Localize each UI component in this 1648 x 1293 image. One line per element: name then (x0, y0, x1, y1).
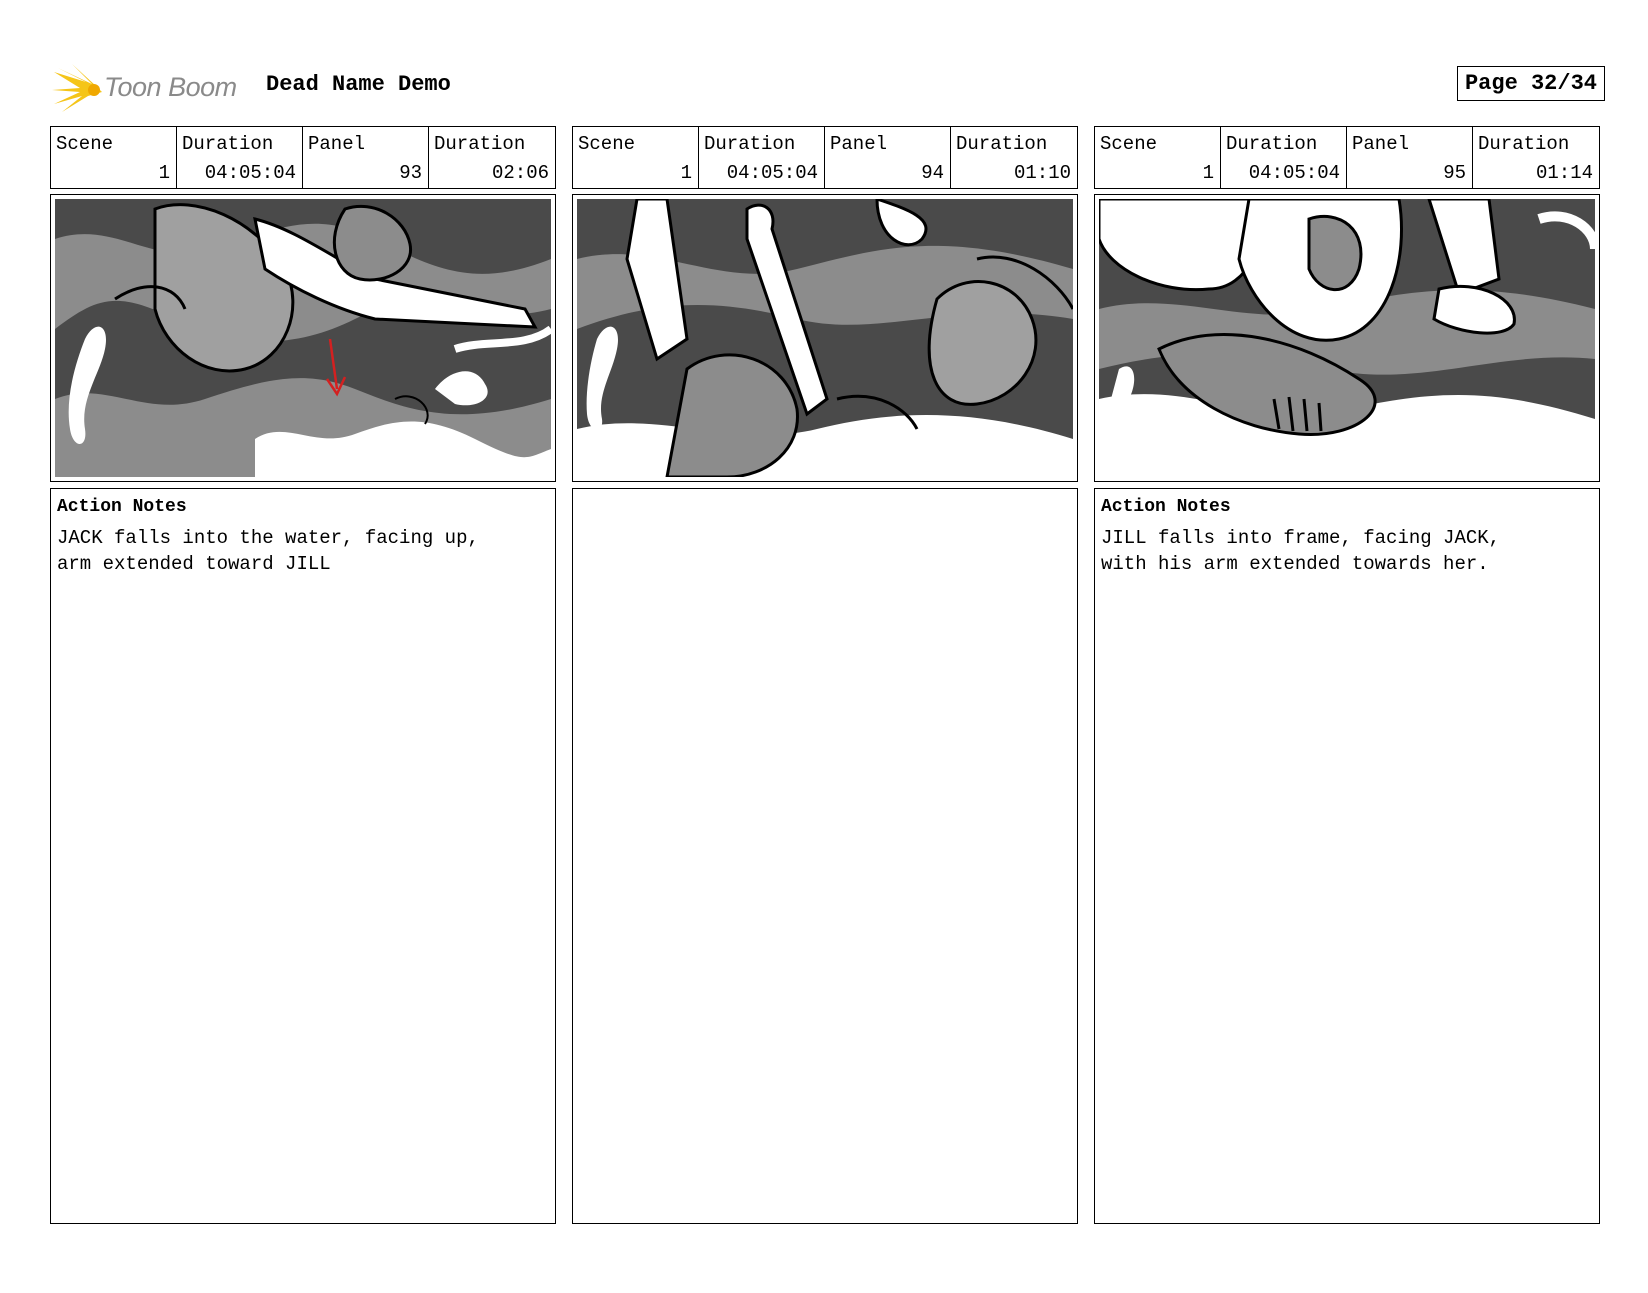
storyboard-panel-2 (572, 126, 1078, 1224)
panel-value: 94 (921, 162, 944, 184)
scene-duration-value: 04:05:04 (1248, 162, 1340, 184)
panel-info-table (1094, 126, 1600, 189)
panel-info-table (50, 126, 556, 189)
sketch-jill-falling (1099, 199, 1595, 477)
panel-cell (303, 127, 429, 188)
panel-duration-cell (951, 127, 1077, 188)
action-notes-text: JACK falls into the water, facing up, arm extended toward JILL (57, 527, 479, 575)
scene-duration-cell (1221, 127, 1347, 188)
storyboard-panel-1 (50, 126, 556, 1224)
panel-info-table (572, 126, 1078, 189)
scene-duration-value: 04:05:04 (204, 162, 296, 184)
document-title: Dead Name Demo (266, 72, 451, 97)
panel-image (572, 194, 1078, 482)
panel-duration-cell (429, 127, 555, 188)
logo-text: Toon Boom (104, 72, 237, 102)
storyboard-panel-3 (1094, 126, 1600, 1224)
action-notes-title: Action Notes (57, 497, 187, 517)
scene-cell (51, 127, 177, 188)
action-notes-title: Action Notes (1101, 497, 1231, 517)
panel-label: Panel (308, 133, 366, 155)
action-notes-box (50, 488, 556, 1224)
panel-label: Panel (830, 133, 888, 155)
scene-value: 1 (680, 162, 692, 184)
panel-duration-value: 01:10 (1013, 162, 1071, 184)
starburst-icon (52, 62, 104, 114)
action-notes-box (572, 488, 1078, 1224)
action-notes-text: JILL falls into frame, facing JACK, with his arm extended towards her. (1101, 527, 1501, 575)
scene-cell (1095, 127, 1221, 188)
scene-duration-cell (177, 127, 303, 188)
panel-duration-value: 02:06 (491, 162, 549, 184)
scene-duration-label: Duration (1226, 133, 1318, 155)
scene-value: 1 (158, 162, 170, 184)
panel-duration-label: Duration (1478, 133, 1570, 155)
panel-cell (825, 127, 951, 188)
scene-duration-label: Duration (704, 133, 796, 155)
toon-boom-logo (52, 62, 252, 114)
scene-label: Scene (1100, 133, 1158, 155)
scene-duration-cell (699, 127, 825, 188)
panel-image (50, 194, 556, 482)
panel-duration-label: Duration (434, 133, 526, 155)
scene-duration-label: Duration (182, 133, 274, 155)
page-number: Page 32/34 (1457, 66, 1605, 101)
panel-value: 93 (399, 162, 422, 184)
page-header (50, 58, 1605, 118)
scene-cell (573, 127, 699, 188)
panel-label: Panel (1352, 133, 1410, 155)
panel-duration-label: Duration (956, 133, 1048, 155)
panel-value: 95 (1443, 162, 1466, 184)
scene-label: Scene (56, 133, 114, 155)
sketch-arm-reaching-up (577, 199, 1073, 477)
panel-image (1094, 194, 1600, 482)
scene-label: Scene (578, 133, 636, 155)
scene-value: 1 (1202, 162, 1214, 184)
panel-duration-cell (1473, 127, 1599, 188)
panel-cell (1347, 127, 1473, 188)
panel-duration-value: 01:14 (1535, 162, 1593, 184)
scene-duration-value: 04:05:04 (726, 162, 818, 184)
action-notes-box (1094, 488, 1600, 1224)
sketch-jack-underwater (55, 199, 551, 477)
